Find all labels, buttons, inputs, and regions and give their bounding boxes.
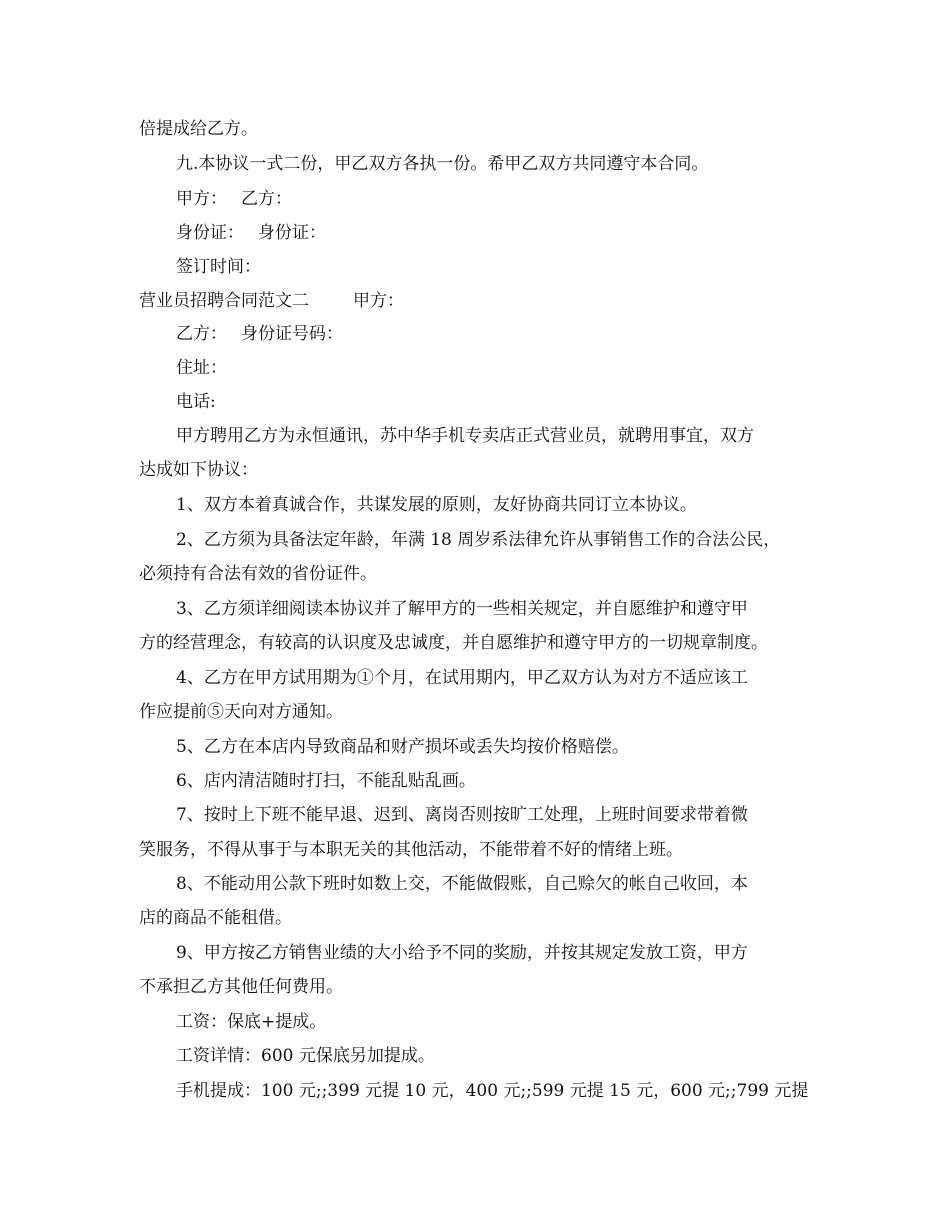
clause-9: 九.本协议一式二份，甲乙双方各执一份。希甲乙双方共同遵守本合同。 xyxy=(176,154,709,174)
signature-id-row xyxy=(176,221,856,245)
address-label: 住址： xyxy=(176,358,227,378)
party-a-id-label: 身份证： xyxy=(176,223,244,243)
clause-1: 1、双方本着真诚合作，共谋发展的原则，友好协商共同订立本协议。 xyxy=(176,495,697,515)
clause-2: 2、乙方须为具备法定年龄，年满 18 周岁系法律允许从事销售工作的合法公民， xyxy=(176,530,781,550)
salary-detail-line: 工资详情：600 元保底另加提成。 xyxy=(176,1046,435,1066)
party-b-label: 乙方： xyxy=(241,189,292,209)
clause-7: 7、按时上下班不能早退、迟到、离岗否则按旷工处理，上班时间要求带着微 xyxy=(176,805,748,825)
party-a-label: 甲方： xyxy=(176,189,227,209)
text-line: 达成如下协议： xyxy=(139,460,258,480)
id-number-label: 身份证号码： xyxy=(241,324,343,344)
text-line: 必须持有合法有效的省份证件。 xyxy=(139,564,377,584)
clause-8: 8、不能动用公款下班时如数上交，不能做假账，自己赊欠的帐自己收回，本 xyxy=(176,874,748,894)
clause-6: 6、店内清洁随时打扫，不能乱贴乱画。 xyxy=(176,771,476,791)
text-line: 作应提前⑤天向对方通知。 xyxy=(139,702,343,722)
text-line: 店的商品不能租借。 xyxy=(139,908,292,928)
signature-party-row xyxy=(176,187,856,211)
party-b-label: 乙方： xyxy=(176,324,227,344)
clause-5: 5、乙方在本店内导致商品和财产损坏或丢失均按价格赔偿。 xyxy=(176,737,629,757)
second-contract-heading-row xyxy=(139,289,819,313)
clause-4: 4、乙方在甲方试用期为①个月，在试用期内，甲乙双方认为对方不适应该工 xyxy=(176,668,748,688)
second-contract-title: 营业员招聘合同范文二 xyxy=(139,291,309,311)
text-line: 甲方聘用乙方为永恒通讯，苏中华手机专卖店正式营业员，就聘用事宜，双方 xyxy=(176,426,754,446)
phone-label: 电话: xyxy=(176,392,216,412)
salary-line: 工资：保底+提成。 xyxy=(176,1012,327,1032)
clause-9: 9、甲方按乙方销售业绩的大小给予不同的奖励，并按其规定发放工资，甲方 xyxy=(176,943,748,963)
party-b-id-row xyxy=(176,322,856,346)
party-a-label: 甲方： xyxy=(353,291,404,311)
clause-3: 3、乙方须详细阅读本协议并了解甲方的一些相关规定，并自愿维护和遵守甲 xyxy=(176,599,748,619)
text-line: 方的经营理念，有较高的认识度及忠诚度，并自愿维护和遵守甲方的一切规章制度。 xyxy=(139,633,768,653)
party-b-id-label: 身份证： xyxy=(258,223,326,243)
signing-date-label: 签订时间： xyxy=(176,257,261,277)
text-line: 倍提成给乙方。 xyxy=(139,119,258,139)
phone-commission-line: 手机提成：100 元;;399 元提 10 元，400 元;;599 元提 15 元，600 元;;799 元提 xyxy=(176,1081,809,1101)
text-line: 笑服务，不得从事于与本职无关的其他活动，不能带着不好的情绪上班。 xyxy=(139,840,683,860)
text-line: 不承担乙方其他任何费用。 xyxy=(139,977,343,997)
